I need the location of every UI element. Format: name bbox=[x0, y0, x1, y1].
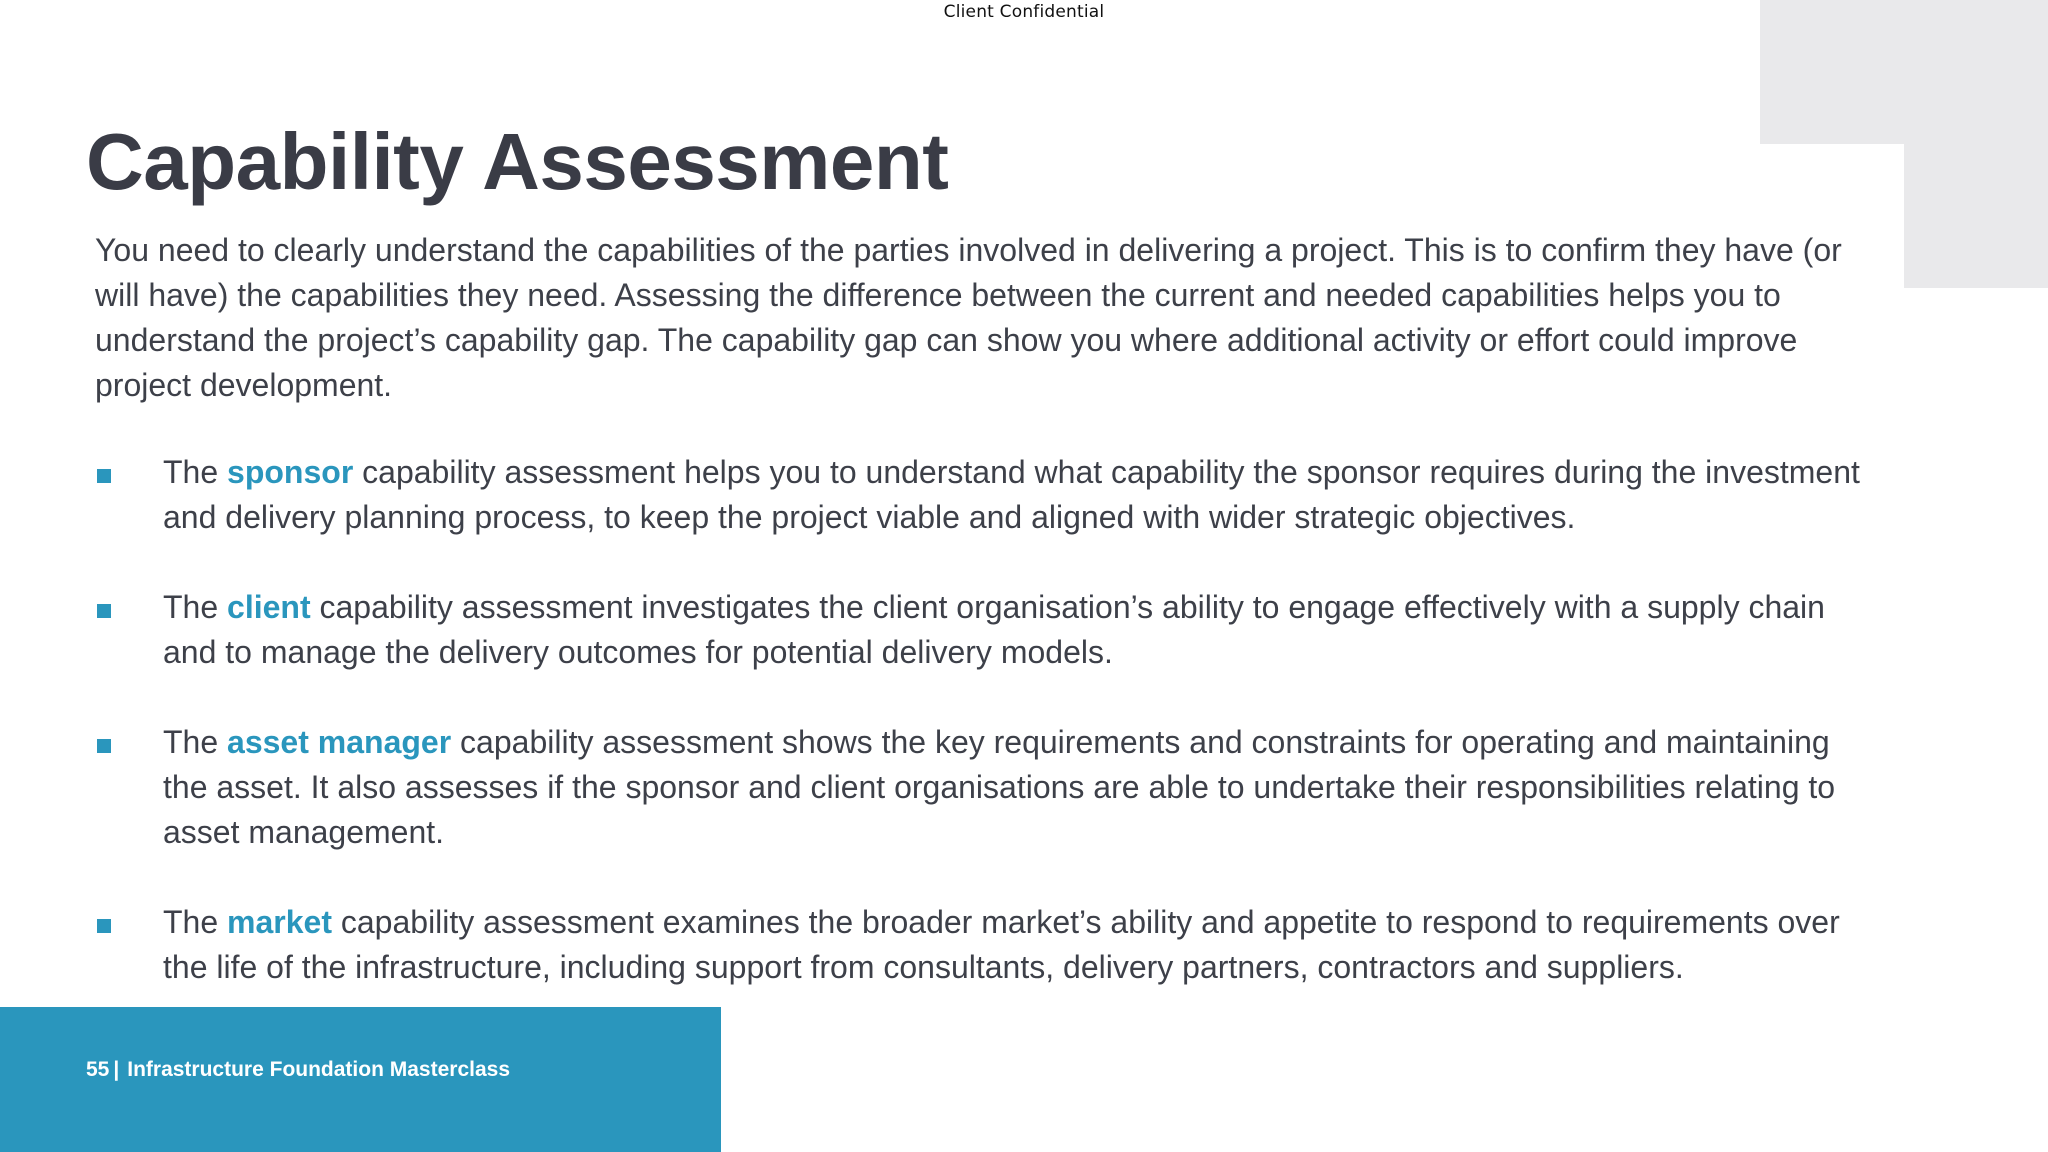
bullet-item-sponsor bbox=[95, 450, 1875, 540]
bullet-prefix: The bbox=[163, 724, 228, 760]
bullet-keyword-market: market bbox=[227, 904, 332, 940]
bullet-item-client bbox=[95, 585, 1875, 675]
bullet-item-asset-manager bbox=[95, 720, 1875, 855]
capability-bullet-list bbox=[95, 450, 1875, 990]
confidential-label: Client Confidential bbox=[943, 2, 1105, 22]
square-bullet-icon bbox=[97, 604, 111, 618]
bullet-text: capability assessment shows the key requirements and constraints for operating and maintaining the asset. It also assesses if the sponsor and client organisations are able to undertake their responsibilities relating to asset management. bbox=[163, 724, 1836, 850]
corner-decoration-top bbox=[1760, 0, 2048, 144]
footer-label bbox=[86, 1056, 510, 1084]
course-name: Infrastructure Foundation Masterclass bbox=[127, 1058, 510, 1081]
bullet-item-market bbox=[95, 900, 1875, 990]
bullet-text: capability assessment investigates the client organisation’s ability to engage effectively with a supply chain and to manage the delivery outcomes for potential delivery models. bbox=[163, 589, 1825, 670]
bullet-prefix: The bbox=[163, 454, 228, 490]
slide-title: Capability Assessment bbox=[86, 117, 949, 206]
square-bullet-icon bbox=[97, 739, 111, 753]
bullet-prefix: The bbox=[163, 904, 228, 940]
page-number: 55 bbox=[86, 1058, 110, 1081]
bullet-keyword-asset-manager: asset manager bbox=[227, 724, 452, 760]
bullet-text: capability assessment examines the broader market’s ability and appetite to respond to requirements over the life of the infrastructure, including support from consultants, delivery partners, contractors and suppliers. bbox=[163, 904, 1840, 985]
corner-decoration-bottom bbox=[1904, 144, 2048, 288]
intro-paragraph: You need to clearly understand the capabilities of the parties involved in delivering a project. This is to confirm they have (or will have) the capabilities they need. Assessing the difference between the current and needed capabilities helps you to understand the project’s capability gap. The capability gap can show you where additional activity or effort could improve project development. bbox=[95, 232, 1842, 403]
bullet-keyword-client: client bbox=[227, 589, 311, 625]
square-bullet-icon bbox=[97, 919, 111, 933]
bullet-keyword-sponsor: sponsor bbox=[227, 454, 354, 490]
square-bullet-icon bbox=[97, 469, 111, 483]
footer-separator: | bbox=[113, 1058, 120, 1081]
bullet-prefix: The bbox=[163, 589, 228, 625]
bullet-text: capability assessment helps you to understand what capability the sponsor requires during the investment and delivery planning process, to keep the project viable and aligned with wider strategic objectives. bbox=[163, 454, 1860, 535]
